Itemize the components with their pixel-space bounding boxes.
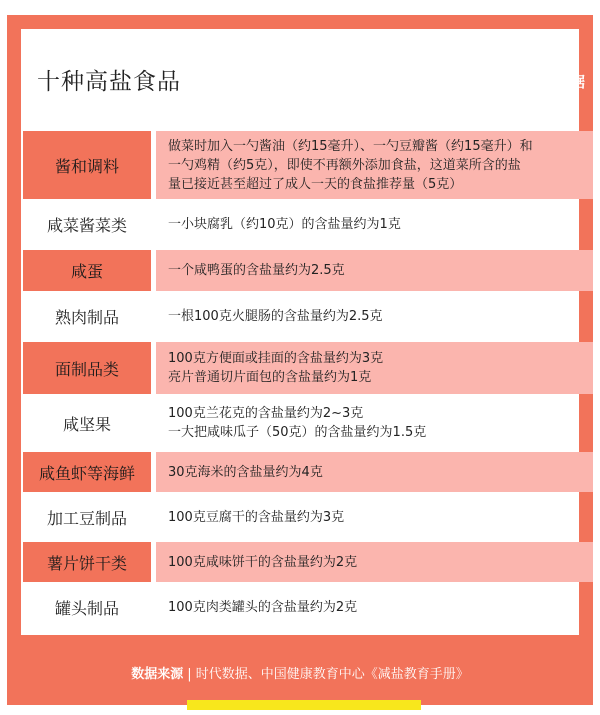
table-row	[23, 452, 593, 492]
source-separator: |	[187, 667, 192, 682]
description-line: 一大把咸味瓜子（50克）的含盐量约为1.5克	[168, 425, 427, 440]
table-row	[23, 342, 593, 394]
description-line: 100克咸味饼干的含盐量约为2克	[168, 554, 358, 570]
description-cell	[156, 497, 593, 537]
table-row	[23, 131, 593, 199]
description-cell	[156, 296, 593, 337]
category-cell: 罐头制品	[54, 598, 119, 618]
logo-cn-text: 时代数据	[525, 73, 586, 91]
source-label: 数据来源	[131, 667, 184, 682]
logo-goo-text: goo	[457, 60, 523, 97]
description-cell	[156, 587, 593, 627]
description-cell	[156, 452, 593, 492]
category-cell: 熟肉制品	[54, 308, 119, 327]
category-cell: 咸菜酱菜类	[46, 216, 127, 235]
description-cell	[156, 250, 593, 291]
table-row	[23, 250, 593, 291]
datagoo-logo	[449, 19, 589, 97]
category-cell: 面制品类	[23, 342, 151, 394]
table-row	[23, 296, 593, 337]
description-line: 30克海米的含盐量约为4克	[168, 464, 323, 480]
description-cell	[156, 399, 593, 447]
data-source-footer	[7, 663, 593, 682]
description-line: 一个咸鸭蛋的含盐量约为2.5克	[168, 263, 345, 278]
category-cell: 薯片饼干类	[23, 542, 151, 582]
description-line: 量已接近甚至超过了成人一天的食盐推荐量（5克）	[168, 176, 463, 192]
description-line: 一根100克火腿肠的含盐量约为2.5克	[168, 309, 383, 324]
description-cell	[156, 131, 593, 199]
description-line: 100克兰花克的含盐量约为2~3克	[168, 406, 364, 421]
page-title: 十种高盐食品	[37, 69, 181, 95]
category-cell: 咸蛋	[23, 250, 151, 291]
description-line: 一小块腐乳（约10克）的含盐量约为1克	[168, 217, 401, 232]
description-line: 亮片普通切片面包的含盐量约为1克	[168, 370, 372, 385]
table-row	[23, 497, 593, 537]
description-line: 100克方便面或挂面的含盐量约为3克	[168, 351, 384, 366]
table-row	[23, 399, 593, 447]
description-cell	[156, 542, 593, 582]
table-row	[23, 204, 593, 245]
table-row	[23, 587, 593, 627]
salt-food-table	[23, 131, 593, 632]
bottom-accent-bar	[187, 700, 421, 710]
category-cell: 酱和调料	[23, 131, 151, 199]
category-cell: 咸鱼虾等海鲜	[23, 452, 151, 492]
table-row	[23, 542, 593, 582]
description-line: 100克豆腐干的含盐量约为3克	[168, 509, 345, 525]
source-text: 时代数据、中国健康教育中心《减盐教育手册》	[195, 667, 469, 682]
poster-frame	[7, 15, 593, 705]
category-cell: 加工豆制品	[46, 508, 127, 528]
description-line: 一勺鸡精（约5克），即使不再额外添加食盐，这道菜所含的盐	[168, 157, 521, 173]
description-cell	[156, 204, 593, 245]
category-cell: 咸坚果	[62, 414, 111, 434]
description-line: 100克肉类罐头的含盐量约为2克	[168, 599, 358, 615]
description-cell	[156, 342, 593, 394]
description-line: 做菜时加入一勺酱油（约15毫升）、一勺豆瓣酱（约15毫升）和	[168, 138, 533, 154]
logo-data-text: data	[457, 28, 536, 68]
